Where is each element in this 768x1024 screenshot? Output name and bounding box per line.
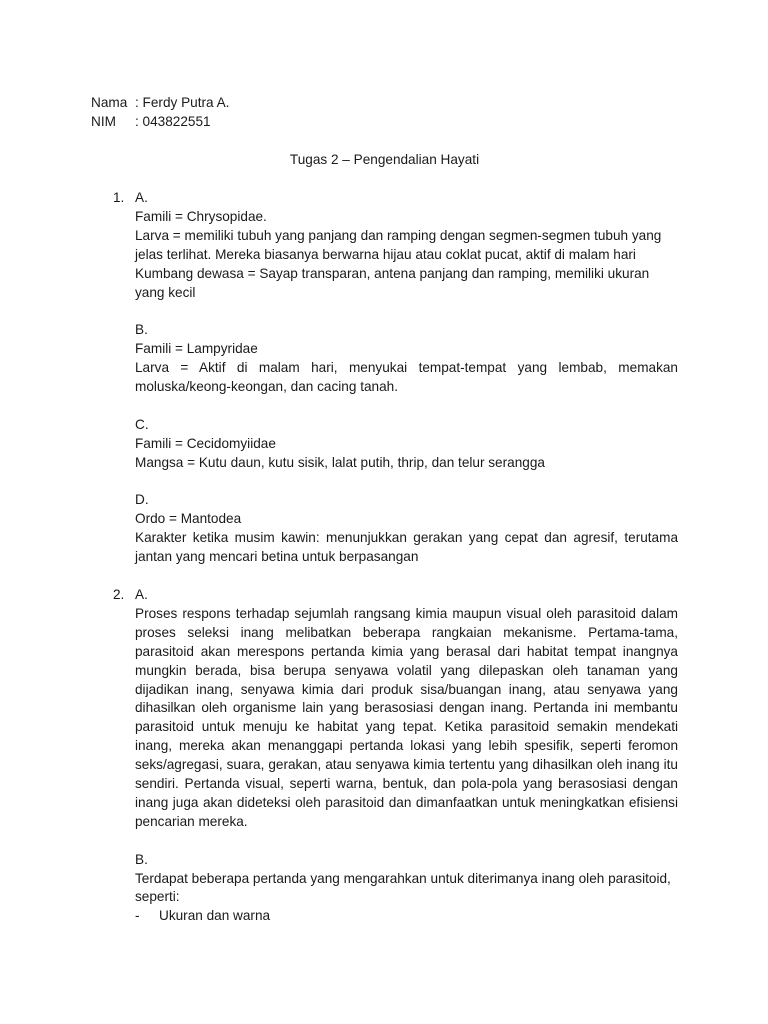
name-value: : Ferdy Putra A. <box>135 95 230 110</box>
nim-value: : 043822551 <box>135 114 211 129</box>
bullet-text: Ukuran dan warna <box>159 908 271 924</box>
section-letter: C. <box>135 416 149 432</box>
bullet-dash: - <box>135 908 140 924</box>
answer-2b <box>135 851 678 927</box>
section-letter: D. <box>135 492 149 508</box>
student-info <box>91 94 491 132</box>
section-letter: A. <box>135 586 148 602</box>
document-title: Tugas 2 – Pengendalian Hayati <box>289 152 480 167</box>
answer-line: Mangsa = Kutu daun, kutu sisik, lalat putih, thrip, dan telur serangga <box>135 454 545 470</box>
question-number: 2. <box>113 586 125 602</box>
answer-line: Ordo = Mantodea <box>135 511 242 527</box>
nim-label: NIM <box>91 114 116 129</box>
answer-1d <box>135 491 678 567</box>
answer-line: Larva = Aktif di malam hari, menyukai tempat-tempat yang lembab, memakan moluska/keong-keongan, dan cacing tanah. <box>135 360 678 395</box>
name-row <box>91 94 491 113</box>
question-list <box>91 189 678 945</box>
answer-line: Famili = Lampyridae <box>135 341 258 357</box>
question-2 <box>91 586 678 926</box>
section-letter: A. <box>135 190 148 205</box>
answer-1a <box>135 189 678 302</box>
question-number: 1. <box>113 190 125 205</box>
answer-line: Terdapat beberapa pertanda yang mengarahkan untuk diterimanya inang oleh parasitoid, seperti: <box>135 870 671 905</box>
answer-1c <box>135 416 678 473</box>
answer-1b <box>135 321 678 397</box>
answer-paragraph: Proses respons terhadap sejumlah rangsang kimia maupun visual oleh parasitoid dalam proses seleksi inang melibatkan beberapa rangkaian mekanisme. Pertama-tama, parasitoid akan merespons pertanda kimia yang berasal dari habitat tempat inangnya mungkin berada, bisa berupa senyawa volatil yang dilepaskan oleh tanaman yang dijadikan inang, senyawa kimia dari produk sisa/buangan inang, atau senyawa yang dihasilkan oleh organisme lain yang berasosiasi dengan inang. Pertanda ini membantu parasitoid untuk menuju ke habitat yang tepat. Ketika parasitoid semakin mendekati inang, mereka akan menanggapi pertanda lokasi yang lebih spesifik, seperti feromon seks/agregasi, suara, gerakan, atau senyawa kimia tertentu yang dihasilkan oleh inang itu sendiri. Pertanda visual, seperti warna, bentuk, dan pola-pola yang berasosiasi dengan inang juga akan dideteksi oleh parasitoid dan dimanfaatkan untuk meningkatkan efisiensi pencarian mereka. <box>135 605 678 829</box>
bullet-item <box>135 907 678 926</box>
answer-line: Famili = Chrysopidae. <box>135 208 267 224</box>
answer-line: Karakter ketika musim kawin: menunjukkan gerakan yang cepat dan agresif, terutama jantan yang mencari betina untuk berpasangan <box>135 530 678 565</box>
name-label: Nama <box>91 95 128 110</box>
section-letter: B. <box>135 322 148 338</box>
nim-row <box>91 113 491 132</box>
question-1 <box>91 189 678 567</box>
answer-line: Kumbang dewasa = Sayap transparan, antena panjang dan ramping, memiliki ukuran yang kecil <box>135 265 650 300</box>
answer-2a <box>135 586 678 832</box>
answer-line: Larva = memiliki tubuh yang panjang dan ramping dengan segmen-segmen tubuh yang jelas terlihat. Mereka biasanya berwarna hijau atau coklat pucat, aktif di malam hari <box>135 227 662 262</box>
section-letter: B. <box>135 851 148 867</box>
answer-line: Famili = Cecidomyiidae <box>135 435 276 451</box>
